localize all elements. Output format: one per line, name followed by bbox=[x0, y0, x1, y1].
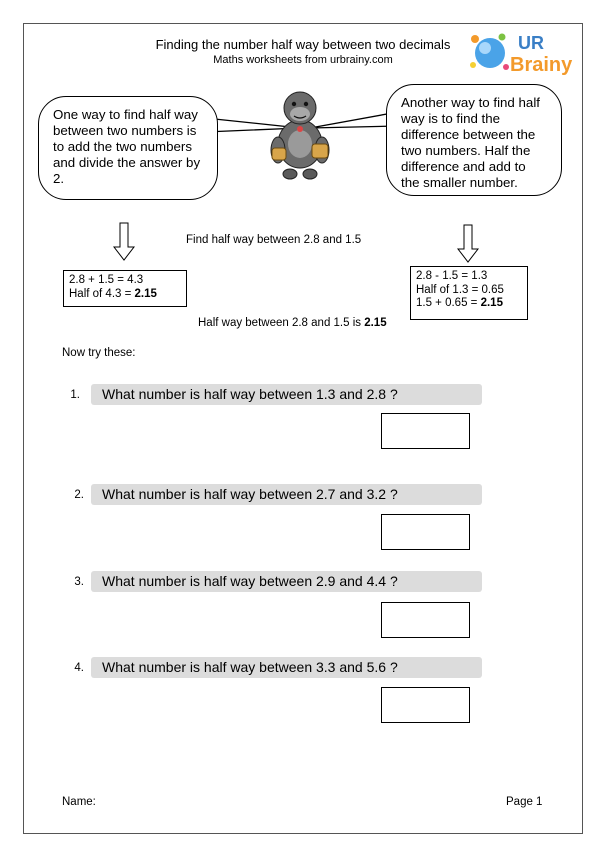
speech-bubble-left: One way to find half way between two numbers is to add the two numbers and divide the answer by 2. bbox=[38, 96, 218, 200]
example-prompt: Find half way between 2.8 and 1.5 bbox=[186, 234, 362, 246]
speech-bubble-right: Another way to find half way is to find the difference between the two numbers. Half the difference and add to the smaller number. bbox=[386, 84, 562, 196]
method-two-line-1: 2.8 - 1.5 = 1.3 bbox=[416, 270, 488, 282]
method-one-box bbox=[63, 270, 187, 307]
now-try-heading: Now try these: bbox=[62, 347, 136, 359]
method-two-line-2: Half of 1.3 = 0.65 bbox=[416, 283, 504, 296]
question-2-number: 2. bbox=[74, 489, 84, 501]
question-4-text: What number is half way between 3.3 and 5.6 ? bbox=[91, 657, 482, 678]
question-2-text: What number is half way between 2.7 and 3.2 ? bbox=[91, 484, 482, 505]
answer-box-4[interactable] bbox=[381, 687, 470, 723]
answer-box-2[interactable] bbox=[381, 514, 470, 550]
down-arrow-right-icon bbox=[456, 224, 480, 264]
worksheet-title: Finding the number half way between two decimals bbox=[155, 37, 451, 52]
logo-text-ur: UR bbox=[518, 33, 544, 53]
method-two-line-3: 1.5 + 0.65 = 2.15 bbox=[416, 297, 503, 309]
method-two-box bbox=[410, 266, 528, 320]
worksheet-subtitle: Maths worksheets from urbrainy.com bbox=[213, 54, 393, 66]
name-label: Name: bbox=[62, 796, 96, 808]
question-1-text: What number is half way between 1.3 and 2.8 ? bbox=[91, 384, 482, 405]
down-arrow-left-icon bbox=[112, 222, 136, 262]
example-result: Half way between 2.8 and 1.5 is 2.15 bbox=[198, 317, 387, 329]
question-1-number: 1. bbox=[70, 389, 80, 401]
question-3-text: What number is half way between 2.9 and 4.4 ? bbox=[91, 571, 482, 592]
question-4-number: 4. bbox=[74, 662, 84, 674]
gorilla-mascot-icon bbox=[260, 82, 340, 182]
method-one-line-2: Half of 4.3 = 2.15 bbox=[69, 287, 157, 300]
page-number: Page 1 bbox=[506, 796, 543, 808]
answer-box-1[interactable] bbox=[381, 413, 470, 449]
method-one-line-1: 2.8 + 1.5 = 4.3 bbox=[69, 274, 144, 286]
answer-box-3[interactable] bbox=[381, 602, 470, 638]
logo-text-brainy: Brainy bbox=[510, 54, 573, 76]
question-3-number: 3. bbox=[74, 576, 84, 588]
